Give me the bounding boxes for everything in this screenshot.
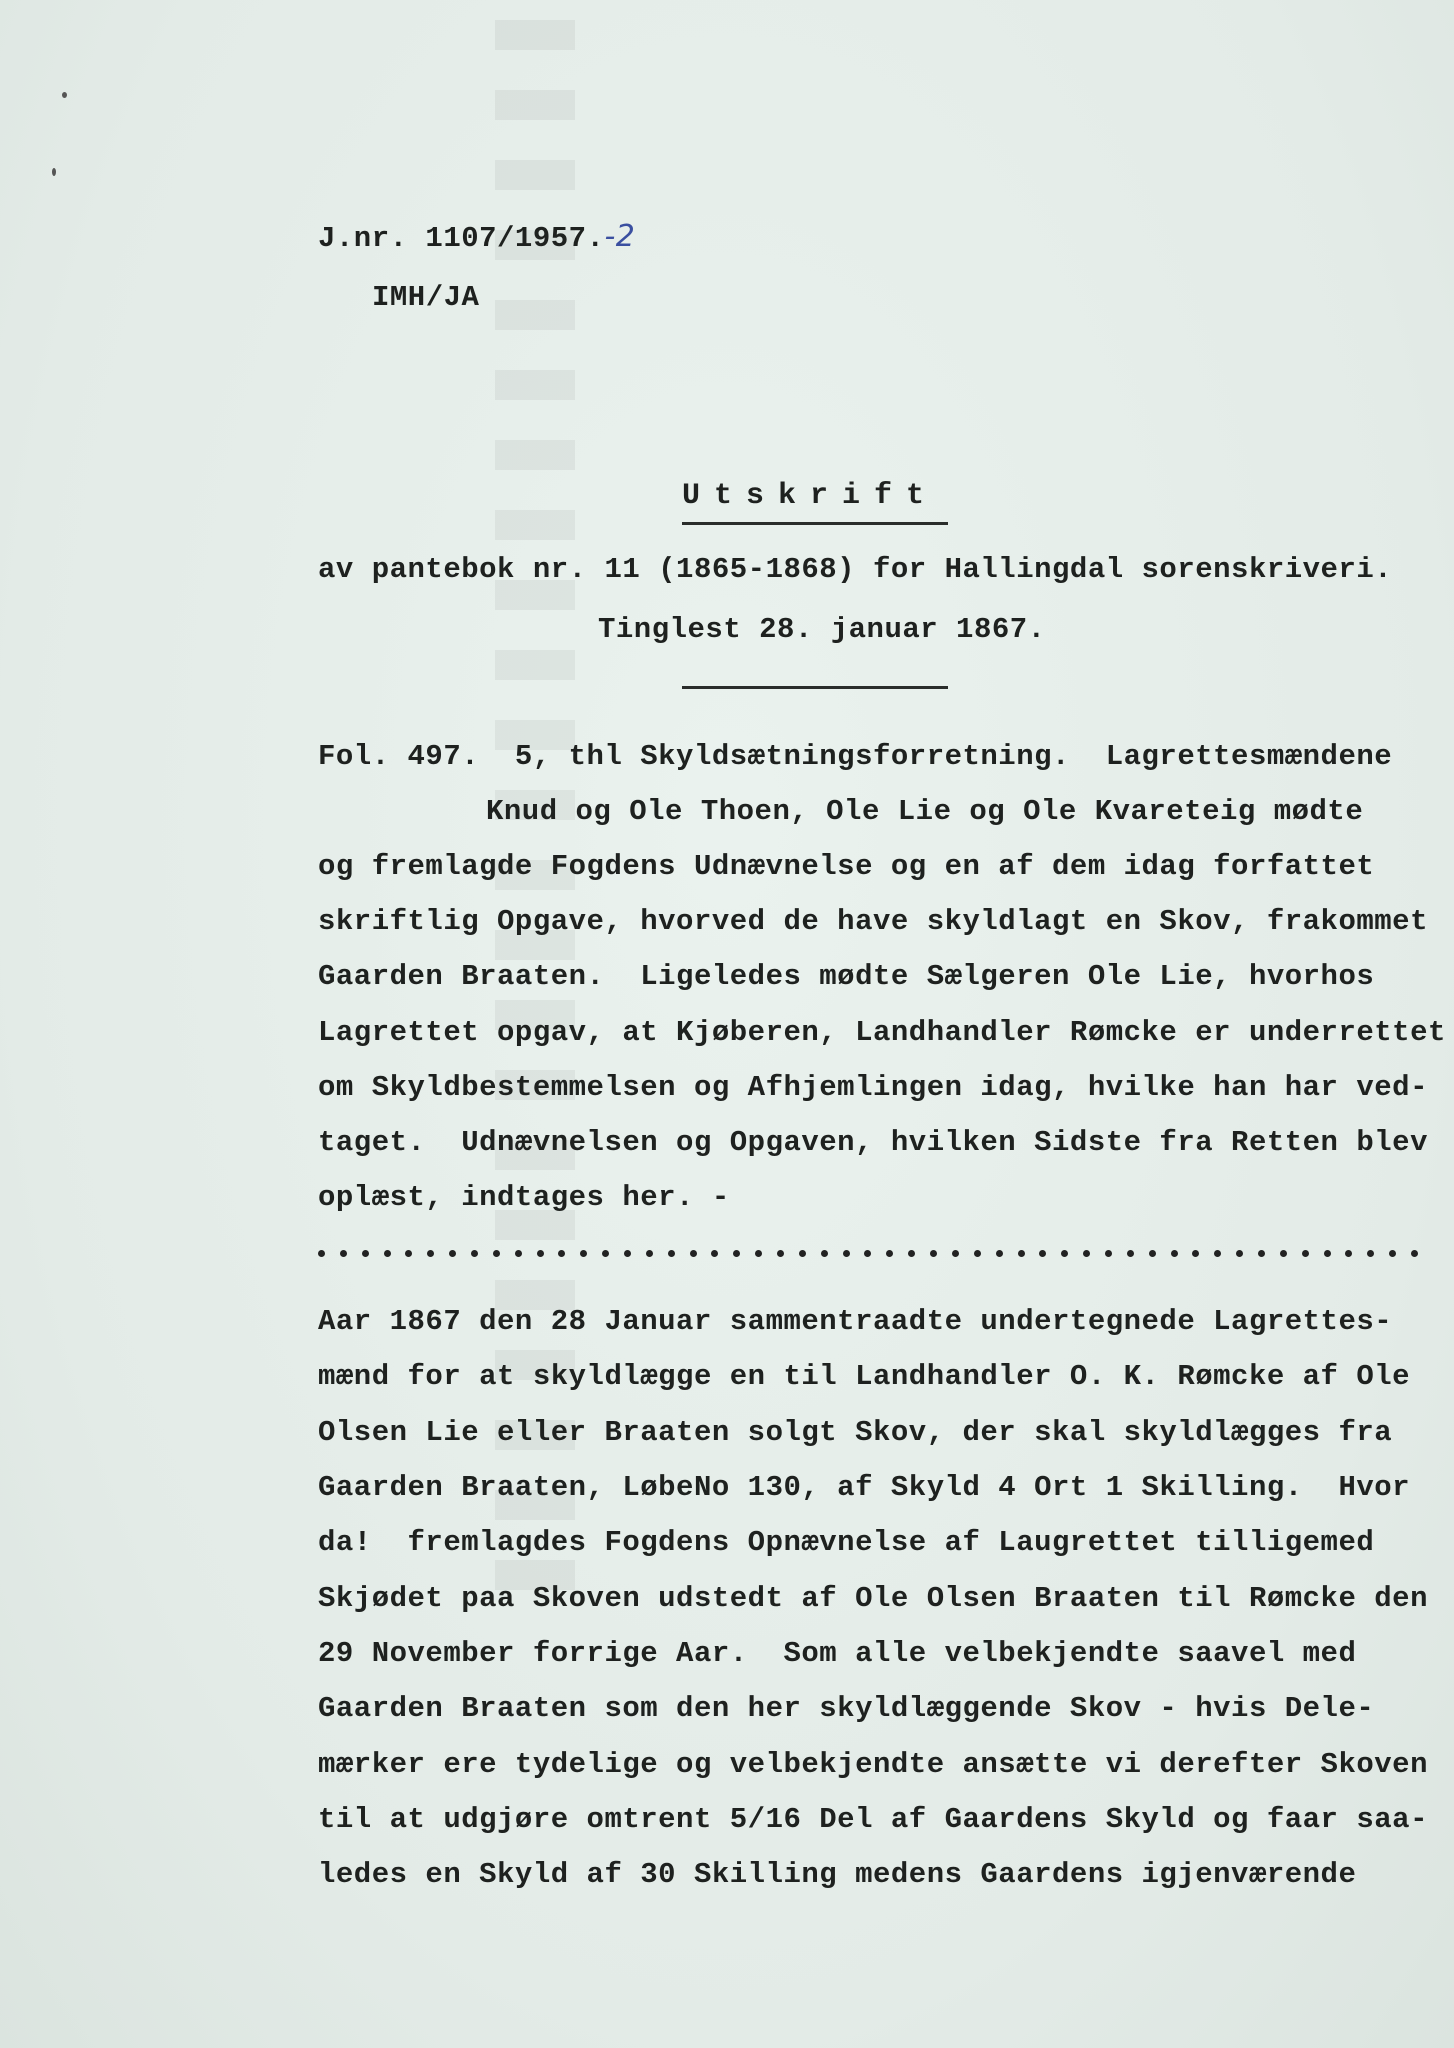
- separator-dot: [1105, 1250, 1112, 1257]
- paragraph-2-line: Skjødet paa Skoven udstedt af Ole Olsen Braaten til Rømcke den: [318, 1582, 1428, 1615]
- paragraph-1-line: Knud og Ole Thoen, Ole Lie og Ole Kvareteig mødte: [486, 795, 1364, 828]
- journal-suffix-handwritten: -2: [604, 219, 636, 254]
- subtitle-line-2: Tinglest 28. januar 1867.: [598, 613, 1046, 646]
- separator-dot: [1171, 1250, 1178, 1257]
- separator-dot: [537, 1250, 544, 1257]
- separator-dot: [1302, 1250, 1309, 1257]
- separator-dot: [362, 1250, 369, 1257]
- section-divider: [682, 686, 948, 689]
- separator-dot: [405, 1250, 412, 1257]
- separator-dot: [340, 1250, 347, 1257]
- separator-dot: [515, 1250, 522, 1257]
- separator-dot: [1061, 1250, 1068, 1257]
- separator-dot: [690, 1250, 697, 1257]
- journal-number: J.nr. 1107/1957.: [318, 222, 605, 255]
- separator-dot: [1236, 1250, 1243, 1257]
- separator-dot: [624, 1250, 631, 1257]
- dotted-separator: [318, 1250, 1418, 1257]
- separator-dot: [1280, 1250, 1287, 1257]
- subtitle-line-1: av pantebok nr. 11 (1865-1868) for Hallingdal sorenskriveri.: [318, 553, 1393, 586]
- paragraph-1-line: og fremlagde Fogdens Udnævnelse og en af dem idag forfattet: [318, 850, 1375, 883]
- separator-dot: [602, 1250, 609, 1257]
- separator-dot: [952, 1250, 959, 1257]
- separator-dot: [558, 1250, 565, 1257]
- title-underline: [682, 522, 948, 525]
- separator-dot: [580, 1250, 587, 1257]
- paragraph-2-line: Gaarden Braaten, LøbeNo 130, af Skyld 4 Ort 1 Skilling. Hvor: [318, 1471, 1411, 1504]
- separator-dot: [384, 1250, 391, 1257]
- separator-dot: [1083, 1250, 1090, 1257]
- separator-dot: [755, 1250, 762, 1257]
- separator-dot: [1127, 1250, 1134, 1257]
- document-title: Utskrift: [682, 479, 939, 513]
- journal-number-line: [318, 220, 635, 256]
- separator-dot: [1214, 1250, 1221, 1257]
- separator-dot: [864, 1250, 871, 1257]
- separator-dot: [1192, 1250, 1199, 1257]
- separator-dot: [1411, 1250, 1418, 1257]
- paragraph-1-line: Fol. 497. 5, thl Skyldsætningsforretning. Lagrettesmændene: [318, 740, 1393, 773]
- separator-dot: [996, 1250, 1003, 1257]
- margin-mark: [52, 168, 56, 176]
- separator-dot: [1389, 1250, 1396, 1257]
- paragraph-2-line: Olsen Lie eller Braaten solgt Skov, der skal skyldlægges fra: [318, 1416, 1393, 1449]
- paragraph-1-line: taget. Udnævnelsen og Opgaven, hvilken Sidste fra Retten blev: [318, 1126, 1428, 1159]
- paragraph-2-line: 29 November forrige Aar. Som alle velbekjendte saavel med: [318, 1637, 1357, 1670]
- paragraph-1-line: oplæst, indtages her. -: [318, 1181, 730, 1214]
- paragraph-1-line: Gaarden Braaten. Ligeledes mødte Sælgeren Ole Lie, hvorhos: [318, 960, 1375, 993]
- separator-dot: [449, 1250, 456, 1257]
- separator-dot: [427, 1250, 434, 1257]
- margin-mark: [62, 92, 67, 98]
- separator-dot: [1018, 1250, 1025, 1257]
- separator-dot: [1258, 1250, 1265, 1257]
- separator-dot: [974, 1250, 981, 1257]
- separator-dot: [646, 1250, 653, 1257]
- separator-dot: [930, 1250, 937, 1257]
- initials: IMH/JA: [372, 281, 480, 314]
- paragraph-1-line: Lagrettet opgav, at Kjøberen, Landhandler Rømcke er underrettet: [318, 1016, 1446, 1049]
- separator-dot: [1149, 1250, 1156, 1257]
- separator-dot: [1324, 1250, 1331, 1257]
- separator-dot: [843, 1250, 850, 1257]
- separator-dot: [821, 1250, 828, 1257]
- separator-dot: [886, 1250, 893, 1257]
- paragraph-2-line: Gaarden Braaten som den her skyldlæggende Skov - hvis Dele-: [318, 1692, 1375, 1725]
- paragraph-2-line: Aar 1867 den 28 Januar sammentraadte undertegnede Lagrettes-: [318, 1305, 1393, 1338]
- paragraph-2-line: mænd for at skyldlægge en til Landhandler O. K. Rømcke af Ole: [318, 1360, 1411, 1393]
- paragraph-1-line: om Skyldbestemmelsen og Afhjemlingen idag, hvilke han har ved-: [318, 1071, 1428, 1104]
- paragraph-2-line: da! fremlagdes Fogdens Opnævnelse af Laugrettet tilligemed: [318, 1526, 1375, 1559]
- separator-dot: [471, 1250, 478, 1257]
- separator-dot: [799, 1250, 806, 1257]
- paragraph-2-line: mærker ere tydelige og velbekjendte ansætte vi derefter Skoven: [318, 1748, 1428, 1781]
- paragraph-1-line: skriftlig Opgave, hvorved de have skyldlagt en Skov, frakommet: [318, 905, 1428, 938]
- separator-dot: [493, 1250, 500, 1257]
- paragraph-2-line: ledes en Skyld af 30 Skilling medens Gaardens igjenværende: [318, 1858, 1357, 1891]
- separator-dot: [733, 1250, 740, 1257]
- separator-dot: [668, 1250, 675, 1257]
- separator-dot: [777, 1250, 784, 1257]
- separator-dot: [1039, 1250, 1046, 1257]
- separator-dot: [1367, 1250, 1374, 1257]
- separator-dot: [318, 1250, 325, 1257]
- separator-dot: [908, 1250, 915, 1257]
- separator-dot: [711, 1250, 718, 1257]
- paragraph-2-line: til at udgjøre omtrent 5/16 Del af Gaardens Skyld og faar saa-: [318, 1803, 1428, 1836]
- separator-dot: [1345, 1250, 1352, 1257]
